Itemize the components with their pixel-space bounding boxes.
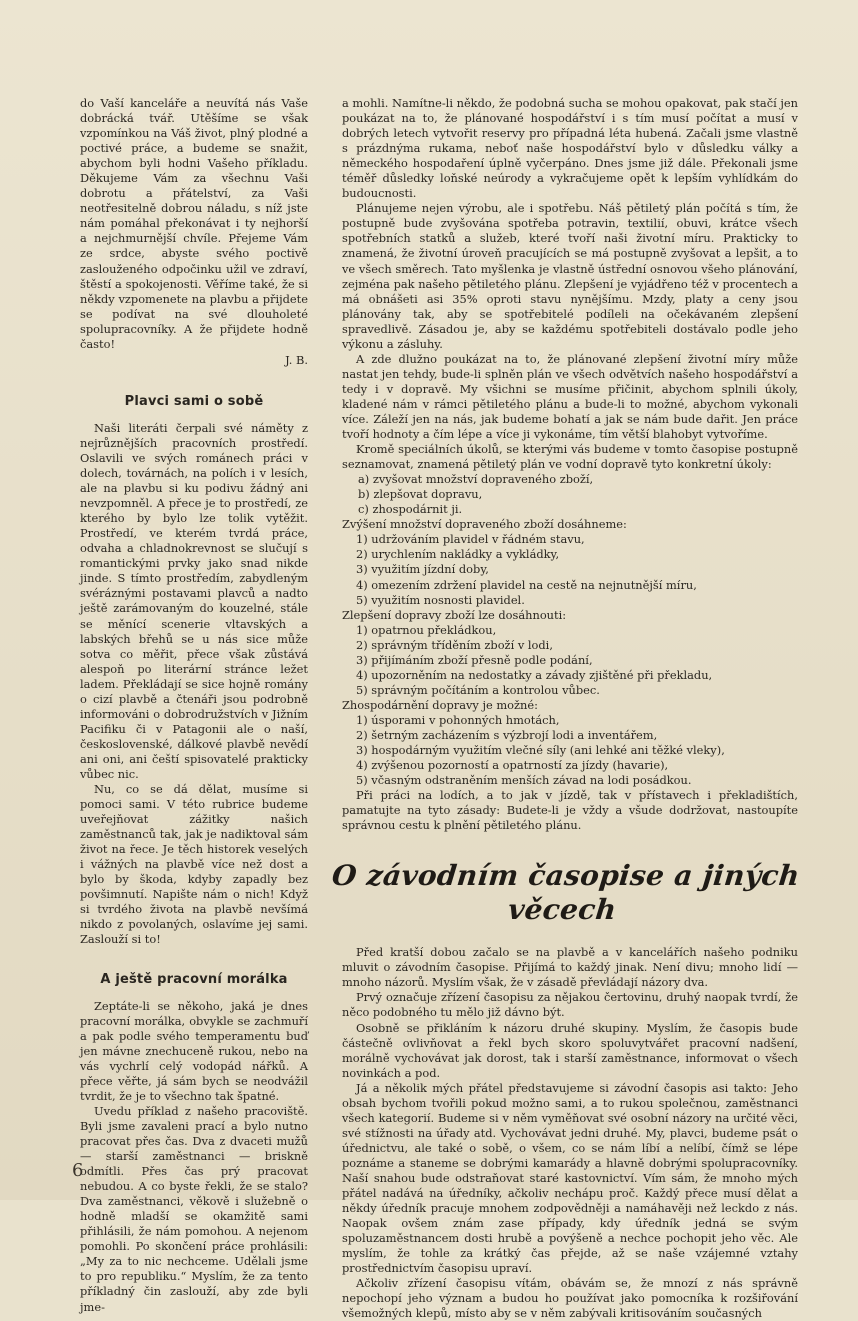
section-title-moralka: A ještě pracovní morálka <box>100 971 288 987</box>
group3-list <box>342 713 798 788</box>
list-item: 5) správným počítáním a kontrolou vůbec. <box>356 682 600 697</box>
paragraph: Kromě speciálních úkolů, se kterými vás budeme v tomto časopise postupně seznamovat, znamená pětiletý plán ve vodní dopravě tyto konkretní úkoly: <box>342 442 798 472</box>
page-number: 6 <box>72 1160 84 1181</box>
paragraph: Osobně se přikláním k názoru druhé skupiny. Myslím, že časopis bude částečně ovlivňovat a řekl bych skoro spoluvytvářet pracovní nadšení, morálně vychovávat jak dorost, tak i starší zaměstnance, informovat o všech novinkách a pod. <box>342 1020 798 1080</box>
list-item: 4) omezením zdržení plavidel na cestě na nejnutnější míru, <box>356 577 697 592</box>
paragraph: Uvedu příklad z našeho pracoviště. Byli jsme zavaleni prací a bylo nutno pracovat přes čas. Dva z dvaceti mužů — starší zaměstnanci — briskně odmítli. Přes čas prý pracovat nebudou. A co byste řekli, že se stalo? Dva zaměstnanci, věkově i služebně o hodně mladší se okamžitě sami přihlásili, že nám pomohou. A nejenom pomohli. Po skončení práce prohlásili: „My za to nic nechceme. Udělali jsme to pro republiku.“ Myslím, že za tento příkladný čin zaslouží, aby zde byli jme- <box>80 1103 308 1314</box>
list-item: 5) využitím nosnosti plavidel. <box>356 592 525 607</box>
list-item: 5) včasným odstraněním menších závad na lodi posádkou. <box>356 773 692 788</box>
paragraph: A zde dlužno poukázat na to, že plánované zlepšení životní míry může nastat jen tehdy, bude-li splněn plán ve všech odvětvích našeho hospodářství a tedy i v dopravě. My všichni se musíme přičinit, abychom splnili úkoly, kladené nám v rámci pětiletého plánu a bude-li to možné, abychom vykonali více. Záleží jen na nás, jak budeme bohatí a jak se nám bude dařit. Jen práce tvoří hodnoty a čím lépe a více ji vykonáme, tím větší blahobyt vytvoříme. <box>342 351 798 442</box>
paragraph: Před kratší dobou začalo se na plavbě a v kancelářích našeho podniku mluvit o závodním časopise. Přijímá to každý jinak. Není divu; mnoho lidí — mnoho názorů. Myslím však, že v zásadě převládají názory dva. <box>342 945 798 990</box>
article-title: O závodním časopise a jiných věcech <box>330 859 802 927</box>
list-item: 1) opatrnou překládkou, <box>356 622 497 637</box>
list-item: 1) udržováním plavidel v řádném stavu, <box>356 532 585 547</box>
paragraph: Při práci na lodích, a to jak v jízdě, tak v přístavech i překladištích, pamatujte na tyto zásady: Budete-li je vždy a všude dodržovat, nastoupíte správnou cestu k plnění pětiletého plánu. <box>342 788 798 833</box>
list-item: 4) zvýšenou pozorností a opatrností za jízdy (havarie), <box>356 758 669 773</box>
paragraph: Nu, co se dá dělat, musíme si pomoci sami. V této rubrice budeme uveřejňovat zážitky našich zaměstnanců tak, jak je nadiktoval sám život na řece. Je těch historek veselých i vážných na plavbě více než dost a bylo by škoda, kdyby zapadly bez povšimnutí. Napište nám o nich! Když si tvrdého života na plavbě nevšímá nikdo z povolaných, oslavíme jej sami. Zaslouží si to! <box>80 782 308 947</box>
signature: J. B. <box>285 352 308 367</box>
list-heading: Zvýšení množství dopraveného zboží dosáhneme: <box>342 517 627 532</box>
paragraph: Prvý označuje zřízení časopisu za nějakou čertovinu, druhý naopak tvrdí, že něco podobného tu mělo již dávno být. <box>342 990 798 1020</box>
section-title-plavci: Plavci sami o sobě <box>124 393 264 409</box>
paragraph: Zeptáte-li se někoho, jaká je dnes pracovní morálka, obvykle se zachmuří a pak podle svého temperamentu buď jen mávne znechuceně rukou, nebo na vás vychrlí celý vodopád nářků. A přece věřte, já sám bych se neodvážil tvrdit, že je to všechno tak špatné. <box>80 998 308 1103</box>
farewell-paragraph: do Vaší kanceláře a neuvítá nás Vaše dobrácká tvář. Utěšíme se však vzpomínkou na Váš život, plný plodné a poctivé práce, a budeme se snažit, abychom byli hodni Vašeho příkladu. Děkujeme Vám za všechnu Vaši dobrotu a přátelství, za Vaši neotřesitelně dobrou náladu, s níž jste nám pomáhal překonávat i ty nejhorší a nejchmurnější chvíle. Přejeme Vám ze srdce, abyste svého poctivě zaslouženého odpočinku užil ve zdraví, štěstí a spokojenosti. Věříme také, že si někdy vzpomenete na plavbu a přijdete se podívat na své dlouholeté spolupracovníky. A že přijdete hodně často! <box>80 96 308 351</box>
group2-list <box>342 623 798 698</box>
list-item: 3) přijímáním zboží přesně podle podání, <box>356 652 593 667</box>
list-item: 2) šetrným zacházením s výzbrojí lodi a inventářem, <box>356 727 658 742</box>
list-item: 1) úsporami v pohonných hmotách, <box>356 712 560 727</box>
paragraph: a mohli. Namítne-li někdo, že podobná sucha se mohou opakovat, pak stačí jen poukázat na to, že plánované hospodářství i s tím musí počítat a musí v dobrých letech vytvořit reservy pro případná léta hubená. Začali jsme vlastně s prázdnýma rukama, neboť naše hospodářství bylo v důsledku války a německého hospodaření úplně vyčerpáno. Dnes jsme již dále. Překonali jsme téměř důsledky loňské neúrody a vykračujeme opět k lepším vyhlídkám do budoucnosti. <box>342 96 798 201</box>
list-item: a) zvyšovat množství dopraveného zboží, <box>358 472 594 487</box>
list-item: 2) urychlením nakládky a vykládky, <box>356 547 560 562</box>
list-item: b) zlepšovat dopravu, <box>358 487 483 502</box>
list-item: c) zhospodárnit ji. <box>358 502 463 517</box>
list-item: 2) správným tříděním zboží v lodi, <box>356 637 553 652</box>
task-list <box>342 472 798 517</box>
list-item: 3) využitím jízdní doby, <box>356 562 489 577</box>
group1-list <box>342 532 798 607</box>
paragraph: Ačkoliv zřízení časopisu vítám, obávám se, že mnozí z nás správně nepochopí jeho význam a budou ho používat jako pomocníka k rozšiřování všemožných klepů, místo aby se v něm zabývali kritisováním současných <box>342 1276 798 1321</box>
list-item: 4) upozorněním na nedostatky a závady zjištěné při překladu, <box>356 667 713 682</box>
list-item: 3) hospodárným využitím vlečné síly (ani lehké ani těžké vleky), <box>356 743 725 758</box>
list-heading: Zhospodárnění dopravy je možné: <box>342 697 538 712</box>
paragraph: Plánujeme nejen výrobu, ale i spotřebu. Náš pětiletý plán počítá s tím, že postupně bude zvyšována spotřeba potravin, textilií, obuvi, krátce všech spotřebních statků a služeb, které tvoří naši životní míru. Prakticky to znamená, že životní úroveň pracujících se má postupně zvyšovat a lepšit, a to ve všech směrech. Tato myšlenka je vlastně ústřední osnovou všeho plánování, zejména pak našeho pětiletého plánu. Zlepšení je vyjádřeno též v procentech a má obnášeti asi 35% oproti stavu nynějšímu. Mzdy, platy a ceny jsou plánovány tak, aby se spotřebitelé podíleli na očekávaném zlepšení spravedlivě. Zásadou je, aby se každému spotřebiteli dostávalo podle jeho výkonu a zásluhy. <box>342 201 798 351</box>
paragraph: Já a několik mých přátel představujeme si závodní časopis asi takto: Jeho obsah bychom tvořili pokud možno sami, a to rukou společnou, zaměstnanci všech kategorií. Budeme si v něm vyměňovat své osobní názory na určité věci, své stížnosti na úřady atd. Vychovávat jedni druhé. My, plavci, budeme psát o úřednictvu, ale také o sobě, o všem, co se nám líbí a nelíbí, čímž se lépe poznáme a staneme se dobrými kamarády a hlavně dobrými spolupracovníky. Naší snahou bude odstraňovat staré kastovnictví. Vím sám, že mnoho mých přátel nadává na úředníky, ačkoliv nechápu proč. Každý přece musí dělat a někdy úředník pracuje mnohem zodpovědněji a namáhavěji než leckdo z nás. Naopak ovšem znám zase případy, kdy úředník jedná se svým spoluzaměstnancem dosti hrubě a povýšeně a nechce pochopit jeho věc. Ale myslím, že tohle za krátký čas přejde, až se naše vzájemné vztahy prostřednictvím časopisu upraví. <box>342 1080 798 1276</box>
list-heading: Zlepšení dopravy zboží lze dosáhnouti: <box>342 607 567 622</box>
paragraph: Naši literáti čerpali své náměty z nejrůznějších pracovních prostředí. Oslavili ve svých románech práci v dolech, továrnách, na polích i v lesích, ale na plavbu si ku podivu žádný ani nevzpomněl. A přece je to prostředí, ze kterého by bylo lze tolik vytěžit. Prostředí, ve kterém tvrdá práce, odvaha a chladnokrevnost se slučují s romantickými prvky jako snad nikde jinde. S tímto prostředím, zabydleným svéráznými postavami plavců a nadto ještě zarámovaným do kouzelné, stále se měnící scenerie vltavských a labských břehů se u nás sice může sotva co měřit, přece však zůstává alespoň po literární stránce ležet ladem. Překládají se sice hojně romány o cizí plavbě a čtenáři jsou podrobně informováni o dobrodružstvích v Jižním Pacifiku či v Patagonii ale o naší, československé, dálkové plavbě nevědí ani oni, ani čeští spisovatelé prakticky vůbec nic. <box>80 420 308 781</box>
left-column <box>80 96 308 1315</box>
right-column <box>330 96 802 1321</box>
